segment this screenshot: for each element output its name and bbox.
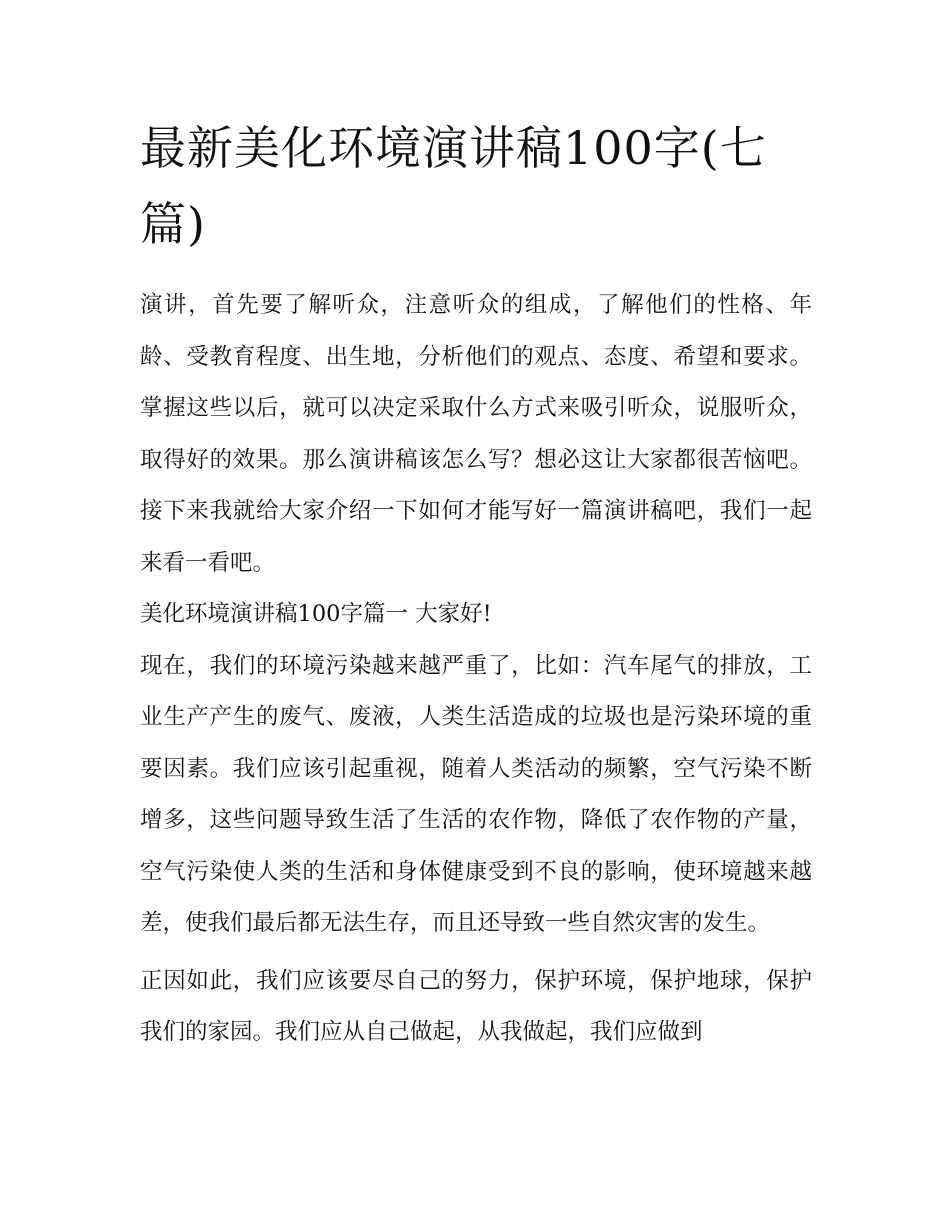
intro-paragraph: 演讲，首先要了解听众，注意听众的组成，了解他们的性格、年龄、受教育程度、出生地，分析他们的观点、态度、希望和要求。掌握这些以后，就可以决定采取什么方式来吸引听众，说服听众，取得好的效果。那么演讲稿该怎么写？想必这让大家都很苦恼吧。接下来我就给大家介绍一下如何才能写好一篇演讲稿吧，我们一起来看一看吧。 bbox=[140, 292, 812, 576]
document-page bbox=[140, 110, 812, 1059]
body-paragraph: 正因如此，我们应该要尽自己的努力，保护环境，保护地球，保护我们的家园。我们应从自己做起，从我做起，我们应做到 bbox=[140, 967, 812, 1045]
body-paragraph: 现在，我们的环境污染越来越严重了，比如：汽车尾气的排放，工业生产产生的废气、废液，人类生活造成的垃圾也是污染环境的重要因素。我们应该引起重视，随着人类活动的频繁，空气污染不断增多，这些问题导致生活了生活的农作物，降低了农作物的产量，空气污染使人类的生活和身体健康受到不良的影响，使环境越来越差，使我们最后都无法生存，而且还导致一些自然灾害的发生。 bbox=[140, 652, 812, 936]
section-heading-paragraph: 美化环境演讲稿100字篇一 大家好! bbox=[140, 601, 492, 627]
document-title: 最新美化环境演讲稿100字(七篇) bbox=[140, 121, 767, 251]
